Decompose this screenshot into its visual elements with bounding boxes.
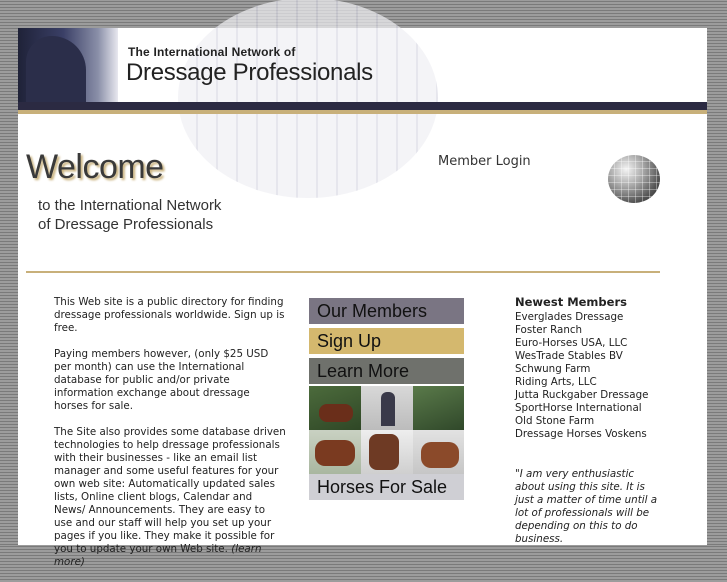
intro-paragraph-2: Paying members however, (only $25 USD per month) can use the International database for public and/or private information exchange about dressage horses for sale. — [54, 348, 269, 412]
learn-more-link[interactable]: (learn more) — [54, 543, 262, 568]
intro-paragraph-3-text: The Site also provides some database driven technologies to help dressage professionals with their businesses - like an email list manager and some useful features for your own web site: Automatically updated sales lists, Online client blogs, Calendar and News/ Announcements. They are easy to use and our staff will help you set up your pages if you like. They make it possible for you to update your own Web site. — [54, 426, 286, 555]
welcome-subtitle — [38, 196, 318, 234]
member-link[interactable]: Riding Arts, LLC — [515, 376, 597, 388]
welcome-subtitle-line1: to the International Network — [38, 197, 222, 214]
intro-paragraph-3 — [54, 426, 286, 569]
horse-photo — [413, 430, 464, 474]
sign-up-button[interactable]: Sign Up — [309, 328, 464, 354]
horse-photo — [309, 386, 361, 430]
horse-shape — [421, 442, 459, 468]
rider-photo-small — [361, 386, 413, 430]
welcome-subtitle-line2: of Dressage Professionals — [38, 216, 214, 233]
member-link[interactable]: Foster Ranch — [515, 324, 583, 336]
globe-icon — [608, 155, 660, 203]
divider — [26, 271, 660, 273]
site-title-main: Dressage Professionals — [126, 59, 373, 86]
horse-photo-collage — [309, 386, 464, 474]
rider-photo — [18, 28, 118, 102]
horse-photo — [309, 430, 361, 474]
horse-rider-photo — [361, 430, 413, 474]
welcome-heading: Welcome — [26, 148, 164, 186]
testimonial-quote: "I am very enthusiastic about using this site. It is just a matter of time until a lot of professionals will be depending on this to do business. — [515, 468, 658, 545]
member-link[interactable]: SportHorse International — [515, 402, 642, 414]
site-title-top: The International Network of — [128, 45, 296, 59]
newest-members-list — [515, 296, 675, 441]
member-login-link[interactable]: Member Login — [438, 154, 531, 169]
member-link[interactable]: Old Stone Farm — [515, 415, 595, 427]
member-link[interactable]: Schwung Farm — [515, 363, 591, 375]
learn-more-button[interactable]: Learn More — [309, 358, 464, 384]
member-link[interactable]: WesTrade Stables BV — [515, 350, 623, 362]
horse-shape — [319, 404, 353, 422]
member-link[interactable]: Euro-Horses USA, LLC — [515, 337, 628, 349]
header-gold-stripe — [18, 110, 707, 114]
globe-watermark-image — [178, 0, 438, 198]
newest-members-title: Newest Members — [515, 295, 627, 309]
page — [18, 28, 707, 568]
horse-shape — [315, 440, 355, 466]
landscape-photo — [413, 386, 464, 430]
rider-silhouette — [26, 36, 86, 102]
horse-shape — [369, 434, 399, 470]
nav-column — [309, 298, 464, 504]
header-bar — [18, 102, 707, 110]
intro-text — [54, 296, 286, 582]
member-link[interactable]: Jutta Ruckgaber Dressage — [515, 389, 649, 401]
horses-for-sale-button[interactable]: Horses For Sale — [309, 474, 464, 500]
our-members-button[interactable]: Our Members — [309, 298, 464, 324]
rider-shape — [381, 392, 395, 426]
member-link[interactable]: Dressage Horses Voskens — [515, 428, 647, 440]
member-link[interactable]: Everglades Dressage — [515, 311, 624, 323]
intro-paragraph-1: This Web site is a public directory for finding dressage professionals worldwide. Sign up is free. — [54, 296, 285, 334]
header-banner — [18, 28, 707, 102]
